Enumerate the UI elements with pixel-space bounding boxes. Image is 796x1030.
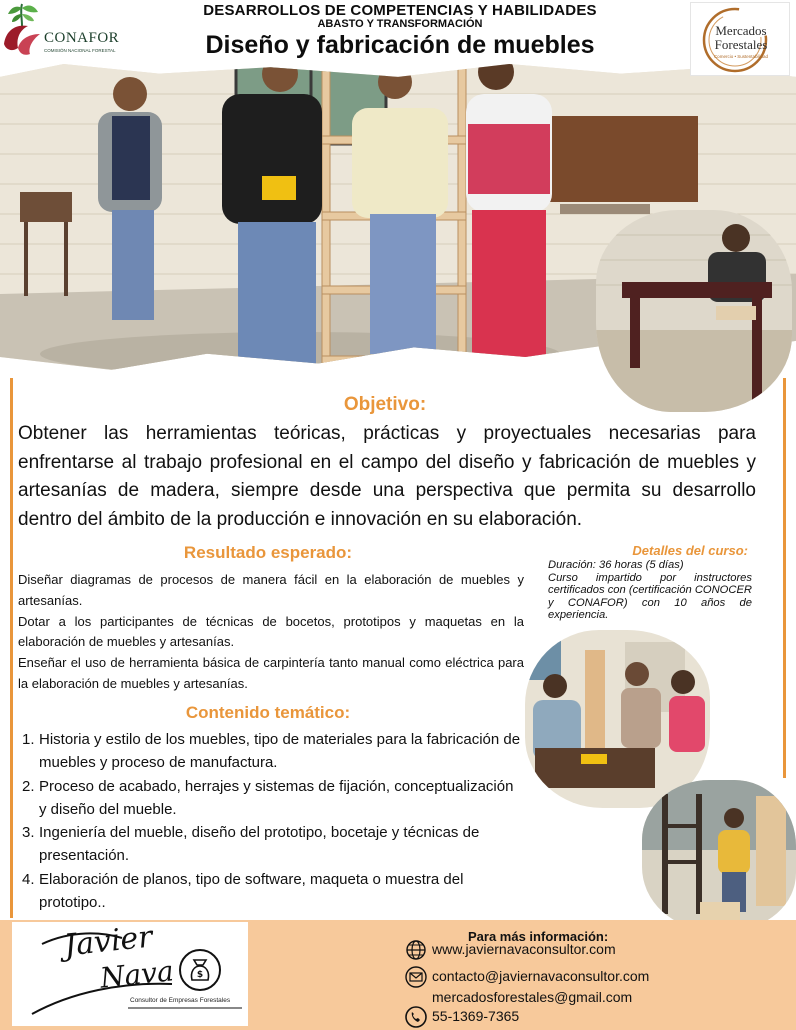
- mercados-line1: Mercados: [715, 23, 767, 38]
- logo-tagline: Consultor de Empresas Forestales: [130, 997, 231, 1004]
- header-line2: ABASTO Y TRANSFORMACIÓN: [317, 18, 483, 30]
- mercados-line2: Forestales: [714, 37, 768, 52]
- conafor-subtitle: COMISIÓN NACIONAL FORESTAL: [44, 48, 116, 53]
- contenido-number: 3.: [22, 824, 35, 842]
- photo-table-project: [596, 210, 792, 412]
- page-title: Diseño y fabricación de muebles: [205, 31, 595, 59]
- conafor-logo: [0, 0, 132, 62]
- detalles-text: [548, 559, 752, 622]
- resultado-list: [18, 570, 524, 695]
- contenido-text: Ingeniería del mueble, diseño del prototipo, bocetaje y técnicas de presentación.: [39, 824, 480, 865]
- svg-text:$: $: [196, 970, 204, 980]
- contenido-item: [22, 821, 522, 868]
- detalles-description: Curso impartido por instructores certificados con (certificación CONOCER y CONAFOR) con 10 años de experiencia.: [548, 571, 752, 622]
- phone-number[interactable]: 55-1369-7365: [432, 1008, 520, 1024]
- contenido-text: Historia y estilo de los muebles, tipo de materiales para la fabricación de muebles y proceso de manufactura.: [39, 731, 521, 772]
- objetivo-heading: Objetivo:: [343, 394, 427, 415]
- resultado-item: Dotar a los participantes de técnicas de bocetos, prototipos y maquetas en la elaboración de muebles y artesanías.: [18, 613, 524, 650]
- website-link[interactable]: www.javiernavaconsultor.com: [432, 941, 616, 957]
- contenido-text: Elaboración de planos, tipo de software, maqueta o muestra del prototipo..: [39, 870, 464, 912]
- javier-nava-logo: [12, 919, 248, 1026]
- tree-leaf-icon: [0, 0, 46, 58]
- phone-icon: [404, 1006, 428, 1028]
- envelope-icon: [404, 966, 428, 988]
- detalles-heading: Detalles del curso:: [632, 543, 748, 558]
- objetivo-text: Obtener las herramientas teóricas, prácticas y proyectuales necesarias para enfrentarse al trabajo profesional en el campo del diseño y fabricación de muebles y artesanías de madera, siempre desde una perspectiva que permita su desarrollo dentro del ámbito de la producción e innovación en su elaboración.: [18, 423, 756, 530]
- contenido-item: [22, 775, 522, 822]
- email-mercados-link[interactable]: mercadosforestales@gmail.com: [432, 989, 633, 1005]
- contenido-text: Proceso de acabado, herrajes y sistemas de fijación, conceptualización y diseño del mueble.: [39, 777, 514, 818]
- left-frame-line: [10, 378, 13, 918]
- contenido-list: [22, 728, 522, 914]
- logo-name-line1: Javier: [62, 919, 155, 964]
- contenido-item: [22, 868, 522, 915]
- detalles-duration: Duración: 36 horas (5 días): [548, 559, 684, 571]
- mercados-tagline: Comercio • Sustentabilidad: [713, 54, 769, 59]
- conafor-brand: CONAFOR: [44, 30, 120, 46]
- contenido-heading: Contenido temático:: [185, 703, 351, 722]
- right-frame-line: [783, 378, 786, 778]
- money-bag-icon: [176, 946, 224, 994]
- email-contacto-link[interactable]: contacto@javiernavaconsultor.com: [432, 968, 650, 984]
- header-line1: DESARROLLOS DE COMPETENCIAS Y HABILIDADES: [203, 2, 597, 19]
- globe-icon: [404, 939, 428, 961]
- resultado-item: Diseñar diagramas de procesos de manera fácil en la elaboración de muebles y artesanías.: [18, 572, 524, 608]
- contenido-number: 4.: [22, 870, 35, 888]
- contenido-number: 1.: [22, 731, 35, 748]
- contenido-number: 2.: [22, 777, 35, 795]
- photo-workshop-bench: [525, 630, 710, 808]
- logo-name-line2: Nava: [98, 954, 176, 995]
- contenido-item: [22, 728, 522, 775]
- mercados-forestales-logo: [690, 2, 790, 76]
- photo-shelves-display: [642, 780, 796, 930]
- resultado-heading: Resultado esperado:: [183, 543, 353, 562]
- info-heading: Para más información:: [468, 929, 609, 944]
- resultado-item: Enseñar el uso de herramienta básica de carpintería tanto manual como eléctrica para la elaboración de muebles y artesanías.: [18, 655, 524, 691]
